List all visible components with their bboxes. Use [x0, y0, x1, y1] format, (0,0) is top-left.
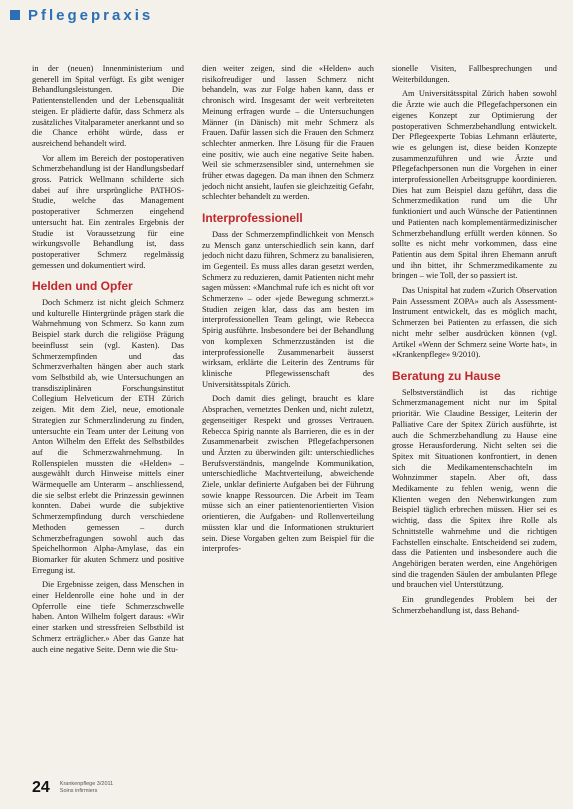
- paragraph: Ein grundlegendes Problem bei der Schmerzbehandlung ist, dass Behand-: [392, 595, 557, 615]
- page-number: 24: [32, 779, 50, 796]
- paragraph: Am Universitätsspital Zürich haben sowohl die Ärzte wie auch die Pflegefachpersonen ein eigenes Konzept zur Optimierung der postoperativen Schmerzbehandlung entwickelt. Der Pflegeexperte Tobias Lehmann erläuterte, wie es gelungen ist, diese beiden Konzepte zusammenzuführen und wie Ärzte und Pflegefachpersonen nun die Vorgehen in einer interprofessionellen Arbeitsgruppe koordinieren. Dies hat zum Beispiel dazu geführt, dass die Schmerzmedikation rund um die Uhr funktioniert und auch Wünsche der Patientinnen und Patienten nach komplementärmedizinischer Schmerzbehandlung erfüllt werden können. So sollte es nicht mehr vorkommen, dass eine Patientin aus dem Spital ihren Ehemann anruft und ihn bittet, ihr Schmerzmedikamente zu bringen – wie Toll, der so passiert ist.: [392, 89, 557, 281]
- subheading-beratung-zu-hause: Beratung zu Hause: [392, 368, 501, 383]
- column-1: [32, 64, 184, 776]
- column-3: [392, 64, 557, 776]
- section-title: Pflegepraxis: [28, 6, 154, 24]
- paragraph: dien weiter zeigen, sind die «Helden» auch risikofreudiger und lassen Schmerz nicht behandeln, was zur Folge haben kann, dass er chronisch wird. Insgesamt der weit verbreiteten Meinung erfragen wurde – die Untersuchungen Männer (in Dänisch) mit mehr Schmerz als Frauen. Dafür lassen sich die Frauen den Schmerz schlechter anmerken. Ihre Lösung für die Frauen eine positiv, wie auch eine negative Seite haben. Weil sie schmerzsensibler sind, unternehmen sie früher etwas dagegen. Da man ihnen den Schmerz jedoch nicht ansieht, laufen sie gleichzeitig Gefahr, schlechter behandelt zu werden.: [202, 64, 374, 202]
- publication-line: Soins infirmiers: [59, 788, 98, 794]
- paragraph: Dass der Schmerzempfindlichkeit von Mensch zu Mensch ganz unterschiedlich sein kann, darf jedoch nicht dazu führen, Schmerz zu banalisieren, im Gegenteil. Es muss alles daran gesetzt werden, Schmerz zu reduzieren, damit Patienten nicht mehr sagen müssen: «Manchmal rufe ich es nicht oft vor Schmerzen» – oder «jede Bewegung schmerzt.» Studien zeigen klar, dass das am besten im interprofessionellen Team gelingt, wie Rebecca Spirig ausführte. Insbesondere bei der Behandlung von komplexen Schmerzzuständen ist die interprofessionelle Zusammenarbeit äusserst wirksam, erklärte die Leiterin des Zentrums für klinische Pflegewissenschaft des Universitätsspitals Zürich.: [202, 229, 374, 389]
- publication-info: [60, 781, 113, 795]
- page-header: [10, 6, 563, 24]
- paragraph: Selbstverständlich ist das richtige Schmerzmanagement nicht nur im Spital prioritär. Wie Claudine Bessiger, Leiterin der Palliative Care der Spitex Zürich ausführte, ist auch die Schmerzbehandlung zu Hause eine grosse Herausforderung. Nicht selten sei die Spitex mit Situationen konfrontiert, in denen sich die Medikamentenschachteln im Wohnzimmer stapeln. Aber oft, dass Medikamente zu fehlen wenig, wenn die Klienten wegen den Nebenwirkungen zum Beispiel täglich erbrechen müssen. Hier sei es wichtig, dass die Spitex ihre Rolle als Schnittstelle wahrnehme und die richtigen Fachstellen einschalte. Entscheidend sei zudem, dass die Patienten und insbesondere auch die Angehörigen beraten werden, eine Angehörigen sind die tragenden Säulen der ambulanten Pflege und brauchen viel Unterstützung.: [392, 387, 557, 590]
- paragraph: Das Unispital hat zudem «Zurich Observation Pain Assessment ZOPA» auch als Assessment-Instrument entwickelt, das es möglich macht, Schmerzen bei Patienten zu erfassen, die sich nicht mehr selber ausdrücken können (vgl. Artikel «Wenn der Schmerz seine Worte hat», in «Krankenpflege» 9/2010).: [392, 286, 557, 360]
- paragraph: Die Ergebnisse zeigen, dass Menschen in einer Heldenrolle eine hohe und in der Opferrolle eine tiefe Schmerzschwelle haben. Anton Wilhelm folgert daraus: «Wir einer starken und stressfreien Selbstbild ist Schmerz erträglicher.» Aber das Ganze hat auch eine negative Seite. Denn wie die Stu-: [32, 580, 184, 654]
- subheading-helden-und-opfer: Helden und Opfer: [32, 279, 133, 294]
- paragraph: Doch damit dies gelingt, braucht es klare Absprachen, vernetztes Denken und, nicht zuletzt, gegenseitiger Respekt und grosses Vertrauen. Rebecca Spirig nannte als Barrieren, die es in der Zusammenarbeit zwischen Pflegefachpersonen und Ärzten zu überwinden gilt: unterschiedliches Berufsverständnis, mangelnde Kommunikation, unterschiedliche Machtverteilung, abweichende Ziele, unklar definierte Aufgaben bei der Führung sowie knappe Ressourcen. Die Arbeit im Team müsse sich an einer patientenorientierten Vision orientieren, die Aufgaben- und Rollenverteilung müssten klar und die Informationen strukturiert sein. Diese Vorgaben gelten zum Beispiel für die interprofes-: [202, 394, 374, 554]
- paragraph: sionelle Visiten, Fallbesprechungen und Weiterbildungen.: [392, 64, 557, 84]
- subheading-interprofessionell: Interprofessionell: [202, 211, 303, 226]
- column-2: [202, 64, 374, 776]
- paragraph: Vor allem im Bereich der postoperativen Schmerzbehandlung ist der Handlungsbedarf gross. Patrick Wellmann schilderte sich dabei auf ihre ursprüngliche PATHOS-Studie, welche das Management postoperativer Schmerzen eingehend untersucht hat. Ein zentrales Ergebnis der Studie ist Voraussetzung für eine wirkungsvolle Behandlung ist, dass postoperativer Schmerz regelmässig gemessen und dokumentiert wird.: [32, 153, 184, 270]
- section-marker: [10, 10, 20, 20]
- page-footer: [32, 775, 113, 801]
- paragraph: in der (neuen) Innenministerium und generell im Spital verfügt. Es gibt weniger Behandlungsleistungen. Die Patientenstellenden und der Lebensqualität steigen. Er plädierte dafür, dass Schmerz als zusätzliches Vitalparameter anerkannt und so die Chance erhöht würde, dass er ausreichend behandelt wird.: [32, 64, 184, 148]
- paragraph: Doch Schmerz ist nicht gleich Schmerz und kulturelle Hintergründe prägen stark die Wahrnehmung von Schmerz. So kann zum Beispiel stark durch die religiöse Prägung beeinflusst sein (vgl. Kasten). Das Schmerzempfinden und das Schmerzverhalten hängen aber auch stark vom Selbstbild ab, wie Untersuchungen an transdisziplinären Forschungsinstitut Collegium Helveticum der ETH Zürich zeigen. Mit dem Ziel, neue, emotionale Strategien zur Schmerzlinderung zu finden, untersuchte ein Team unter der Leitung von Anton Wilhelm den Effekt des Selbstbildes auf die Schmerzwahrnehmung. In Rollenspielen mussten die «Helden» – ausgewählt durch Hinweise mittels einer Wärmequelle am Unterarm – anschliessend, die sie selbst erlebt die Prinzessin gewinnen konnten. Dabei wurde die subjektive Schmerzempfindung durch verschiedene Methoden gemessen – durch Schmerzbefragungen sowohl auch das Speichelhormon Alpha-Amylase, das ein Biomarker für akuten Schmerz und positive Erregung ist.: [32, 298, 184, 575]
- publication-line: Krankenpflege 3/2011: [59, 781, 114, 787]
